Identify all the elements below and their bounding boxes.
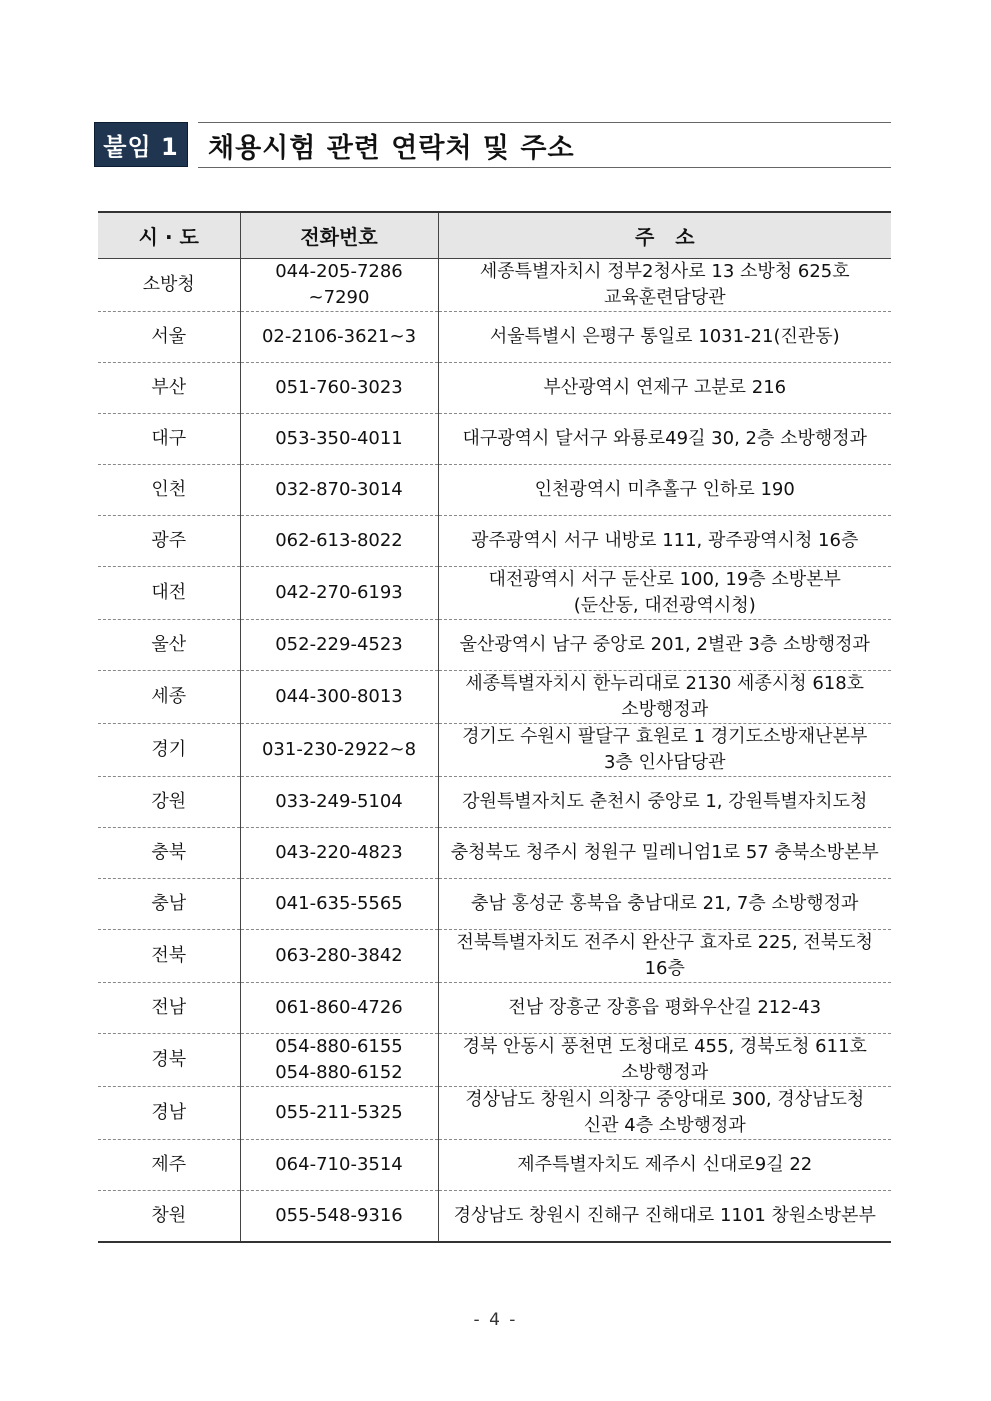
phone-cell: 051-760-3023 xyxy=(240,363,438,414)
address-cell: 경기도 수원시 팔달구 효원로 1 경기도소방재난본부 3층 인사담당관 xyxy=(438,724,891,777)
phone-cell: 033-249-5104 xyxy=(240,777,438,828)
address-cell: 전남 장흥군 장흥읍 평화우산길 212-43 xyxy=(438,983,891,1034)
column-header-region: 시 · 도 xyxy=(98,212,240,259)
region-cell: 충북 xyxy=(98,828,240,879)
phone-cell: 062-613-8022 xyxy=(240,516,438,567)
region-cell: 경북 xyxy=(98,1034,240,1087)
phone-cell: 031-230-2922~8 xyxy=(240,724,438,777)
address-cell: 제주특별자치도 제주시 신대로9길 22 xyxy=(438,1140,891,1191)
page-number: - 4 - xyxy=(473,1310,518,1330)
address-cell: 전북특별자치도 전주시 완산구 효자로 225, 전북도청 16층 xyxy=(438,930,891,983)
table-row xyxy=(98,1087,891,1140)
region-cell: 전남 xyxy=(98,983,240,1034)
table-header-row xyxy=(98,212,891,259)
address-cell: 대구광역시 달서구 와룡로49길 30, 2층 소방행정과 xyxy=(438,414,891,465)
phone-cell: 063-280-3842 xyxy=(240,930,438,983)
section-header xyxy=(94,122,891,169)
address-cell: 부산광역시 연제구 고분로 216 xyxy=(438,363,891,414)
region-cell: 전북 xyxy=(98,930,240,983)
phone-cell: 053-350-4011 xyxy=(240,414,438,465)
table-row xyxy=(98,567,891,620)
phone-cell: 044-205-7286 ~7290 xyxy=(240,259,438,312)
address-cell: 경북 안동시 풍천면 도청대로 455, 경북도청 611호 소방행정과 xyxy=(438,1034,891,1087)
region-cell: 부산 xyxy=(98,363,240,414)
table-row xyxy=(98,983,891,1034)
address-cell: 대전광역시 서구 둔산로 100, 19층 소방본부 (둔산동, 대전광역시청) xyxy=(438,567,891,620)
column-header-address: 주 소 xyxy=(438,212,891,259)
phone-cell: 055-548-9316 xyxy=(240,1191,438,1243)
address-cell: 울산광역시 남구 중앙로 201, 2별관 3층 소방행정과 xyxy=(438,620,891,671)
table-row xyxy=(98,1140,891,1191)
region-cell: 소방청 xyxy=(98,259,240,312)
title-box xyxy=(198,122,891,168)
page-title: 채용시험 관련 연락처 및 주소 xyxy=(208,132,575,164)
table-row xyxy=(98,1034,891,1087)
table-row xyxy=(98,414,891,465)
table-row xyxy=(98,312,891,363)
table-body xyxy=(98,259,891,1243)
phone-cell: 052-229-4523 xyxy=(240,620,438,671)
address-cell: 인천광역시 미추홀구 인하로 190 xyxy=(438,465,891,516)
region-cell: 울산 xyxy=(98,620,240,671)
contacts-table xyxy=(98,211,891,1243)
table-row xyxy=(98,1191,891,1243)
region-cell: 창원 xyxy=(98,1191,240,1243)
address-cell: 강원특별자치도 춘천시 중앙로 1, 강원특별자치도청 xyxy=(438,777,891,828)
phone-cell: 02-2106-3621~3 xyxy=(240,312,438,363)
region-cell: 인천 xyxy=(98,465,240,516)
region-cell: 서울 xyxy=(98,312,240,363)
table-row xyxy=(98,879,891,930)
table-row xyxy=(98,620,891,671)
phone-cell: 032-870-3014 xyxy=(240,465,438,516)
table-row xyxy=(98,777,891,828)
region-cell: 제주 xyxy=(98,1140,240,1191)
attachment-badge: 붙임 1 xyxy=(94,122,188,167)
address-cell: 충청북도 청주시 청원구 밀레니엄1로 57 충북소방본부 xyxy=(438,828,891,879)
phone-cell: 064-710-3514 xyxy=(240,1140,438,1191)
table-row xyxy=(98,724,891,777)
phone-cell: 054-880-6155 054-880-6152 xyxy=(240,1034,438,1087)
table-row xyxy=(98,465,891,516)
phone-cell: 061-860-4726 xyxy=(240,983,438,1034)
region-cell: 경남 xyxy=(98,1087,240,1140)
phone-cell: 042-270-6193 xyxy=(240,567,438,620)
address-cell: 세종특별자치시 정부2청사로 13 소방청 625호 교육훈련담당관 xyxy=(438,259,891,312)
phone-cell: 043-220-4823 xyxy=(240,828,438,879)
phone-cell: 041-635-5565 xyxy=(240,879,438,930)
table-row xyxy=(98,516,891,567)
region-cell: 대전 xyxy=(98,567,240,620)
table-row xyxy=(98,363,891,414)
table-row xyxy=(98,671,891,724)
region-cell: 대구 xyxy=(98,414,240,465)
address-cell: 충남 홍성군 홍북읍 충남대로 21, 7층 소방행정과 xyxy=(438,879,891,930)
region-cell: 강원 xyxy=(98,777,240,828)
region-cell: 광주 xyxy=(98,516,240,567)
region-cell: 세종 xyxy=(98,671,240,724)
region-cell: 경기 xyxy=(98,724,240,777)
address-cell: 경상남도 창원시 의창구 중앙대로 300, 경상남도청 신관 4층 소방행정과 xyxy=(438,1087,891,1140)
table-row xyxy=(98,828,891,879)
address-cell: 세종특별자치시 한누리대로 2130 세종시청 618호 소방행정과 xyxy=(438,671,891,724)
phone-cell: 055-211-5325 xyxy=(240,1087,438,1140)
region-cell: 충남 xyxy=(98,879,240,930)
table-row xyxy=(98,259,891,312)
table-row xyxy=(98,930,891,983)
address-cell: 광주광역시 서구 내방로 111, 광주광역시청 16층 xyxy=(438,516,891,567)
address-cell: 경상남도 창원시 진해구 진해대로 1101 창원소방본부 xyxy=(438,1191,891,1243)
address-cell: 서울특별시 은평구 통일로 1031-21(진관동) xyxy=(438,312,891,363)
phone-cell: 044-300-8013 xyxy=(240,671,438,724)
column-header-phone: 전화번호 xyxy=(240,212,438,259)
